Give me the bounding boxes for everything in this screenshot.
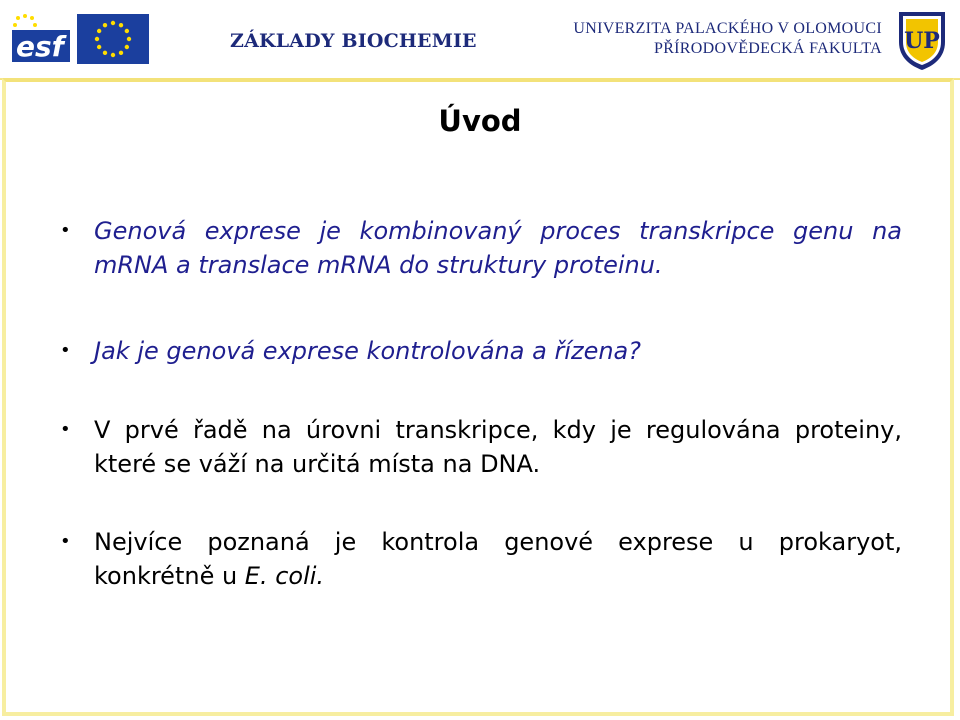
eu-star-icon [95,37,99,41]
eu-star-icon [127,37,131,41]
eu-star-icon [111,53,115,57]
course-title: ZÁKLADY BIOCHEMIE [230,30,477,52]
eu-star-icon [119,23,123,27]
eu-star-icon [103,51,107,55]
eu-star-icon [97,45,101,49]
esf-logo [10,12,72,64]
header-band [0,0,960,78]
eu-star-icon [111,21,115,25]
bullet-dot: • [60,531,71,552]
esf-logo-text: esf [16,30,64,63]
bullet-item [60,525,902,593]
bullet-item [60,214,902,282]
eu-star-icon [125,45,129,49]
eu-star-icon [125,29,129,33]
bullet-text: Genová exprese je kombinovaný proces transkripce genu na mRNA a translace mRNA do struktury proteinu. [94,217,902,279]
bullet-text-italic: E. coli. [244,562,325,590]
eu-star-icon [119,51,123,55]
bullet-dot: • [60,419,71,440]
slide-title: Úvod [438,104,522,138]
bullet-list [60,214,902,593]
bullet-dot: • [60,340,71,361]
bullet-text: Jak je genová exprese kontrolována a řízena? [94,337,641,365]
bullet-item [60,334,902,368]
bullet-text: V prvé řadě na úrovni transkripce, kdy je regulována proteiny, které se váží na určitá místa na DNA. [94,416,902,478]
seal-text: UP [904,28,940,54]
bullet-item [60,413,902,481]
university-name: UNIVERZITA PALACKÉHO V OLOMOUCI [573,20,882,37]
university-seal-logo [893,8,951,72]
eu-flag-icon [77,14,149,64]
bullet-text: Nejvíce poznaná je kontrola genové exprese u prokaryot, konkrétně u [94,528,902,590]
eu-star-icon [103,23,107,27]
eu-star-icon [97,29,101,33]
faculty-name: PŘÍRODOVĚDECKÁ FAKULTA [654,40,882,57]
bullet-dot: • [60,220,71,241]
